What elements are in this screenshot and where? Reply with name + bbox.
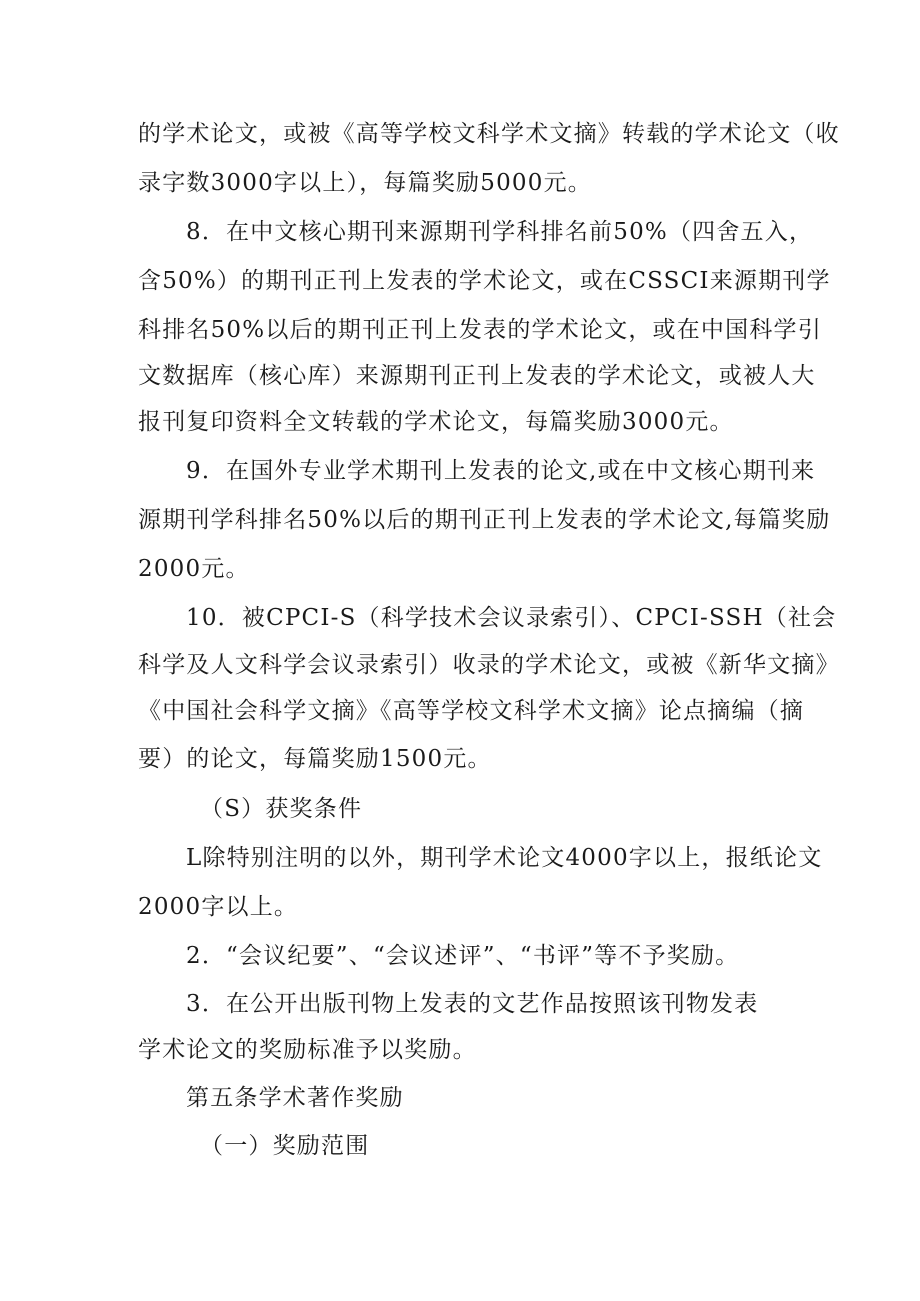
text-line: 3．在公开出版刊物上发表的文艺作品按照该刊物发表 bbox=[186, 991, 759, 1017]
text-line: 源期刊学科排名50%以后的期刊正刊上发表的学术论文,每篇奖励 bbox=[138, 507, 831, 533]
text-line: 的学术论文，或被《高等学校文科学术文摘》转载的学术论文（收 bbox=[138, 121, 840, 147]
text-line: 9．在国外专业学术期刊上发表的论文,或在中文核心期刊来 bbox=[186, 458, 816, 484]
text-line: 录字数3000字以上），每篇奖励5000元。 bbox=[138, 170, 592, 196]
text-line: 2．“会议纪要”、“会议述评”、“书评”等不予奖励。 bbox=[186, 943, 740, 969]
text-line: 2000字以上。 bbox=[138, 894, 299, 920]
text-line: 科学及人文科学会议录索引）收录的学术论文，或被《新华文摘》 bbox=[138, 652, 840, 678]
text-line: L除特别注明的以外，期刊学术论文4000字以上，报纸论文 bbox=[186, 845, 823, 871]
text-line: 文数据库（核心库）来源期刊正刊上发表的学术论文，或被人大 bbox=[138, 363, 816, 389]
text-line: 8．在中文核心期刊来源期刊学科排名前50%（四舍五入， bbox=[186, 219, 814, 245]
article-heading: 第五条学术著作奖励 bbox=[186, 1085, 404, 1111]
text-line: 10．被CPCI-S（科学技术会议录索引）、CPCI-SSH（社会 bbox=[186, 605, 837, 631]
text-line: 科排名50%以后的期刊正刊上发表的学术论文，或在中国科学引 bbox=[138, 317, 822, 343]
text-line: 2000元。 bbox=[138, 556, 250, 582]
text-line: 要）的论文，每篇奖励1500元。 bbox=[138, 746, 492, 772]
section-heading: （S）获奖条件 bbox=[200, 796, 363, 822]
text-line: 《中国社会科学文摘》《高等学校文科学术文摘》论点摘编（摘 bbox=[138, 698, 805, 724]
text-line: 报刊复印资料全文转载的学术论文，每篇奖励3000元。 bbox=[138, 409, 734, 435]
text-line: 含50%）的期刊正刊上发表的学术论文，或在CSSCI来源期刊学 bbox=[138, 268, 831, 294]
text-line: 学术论文的奖励标准予以奖励。 bbox=[138, 1037, 477, 1063]
section-heading: （一）奖励范围 bbox=[200, 1133, 370, 1159]
